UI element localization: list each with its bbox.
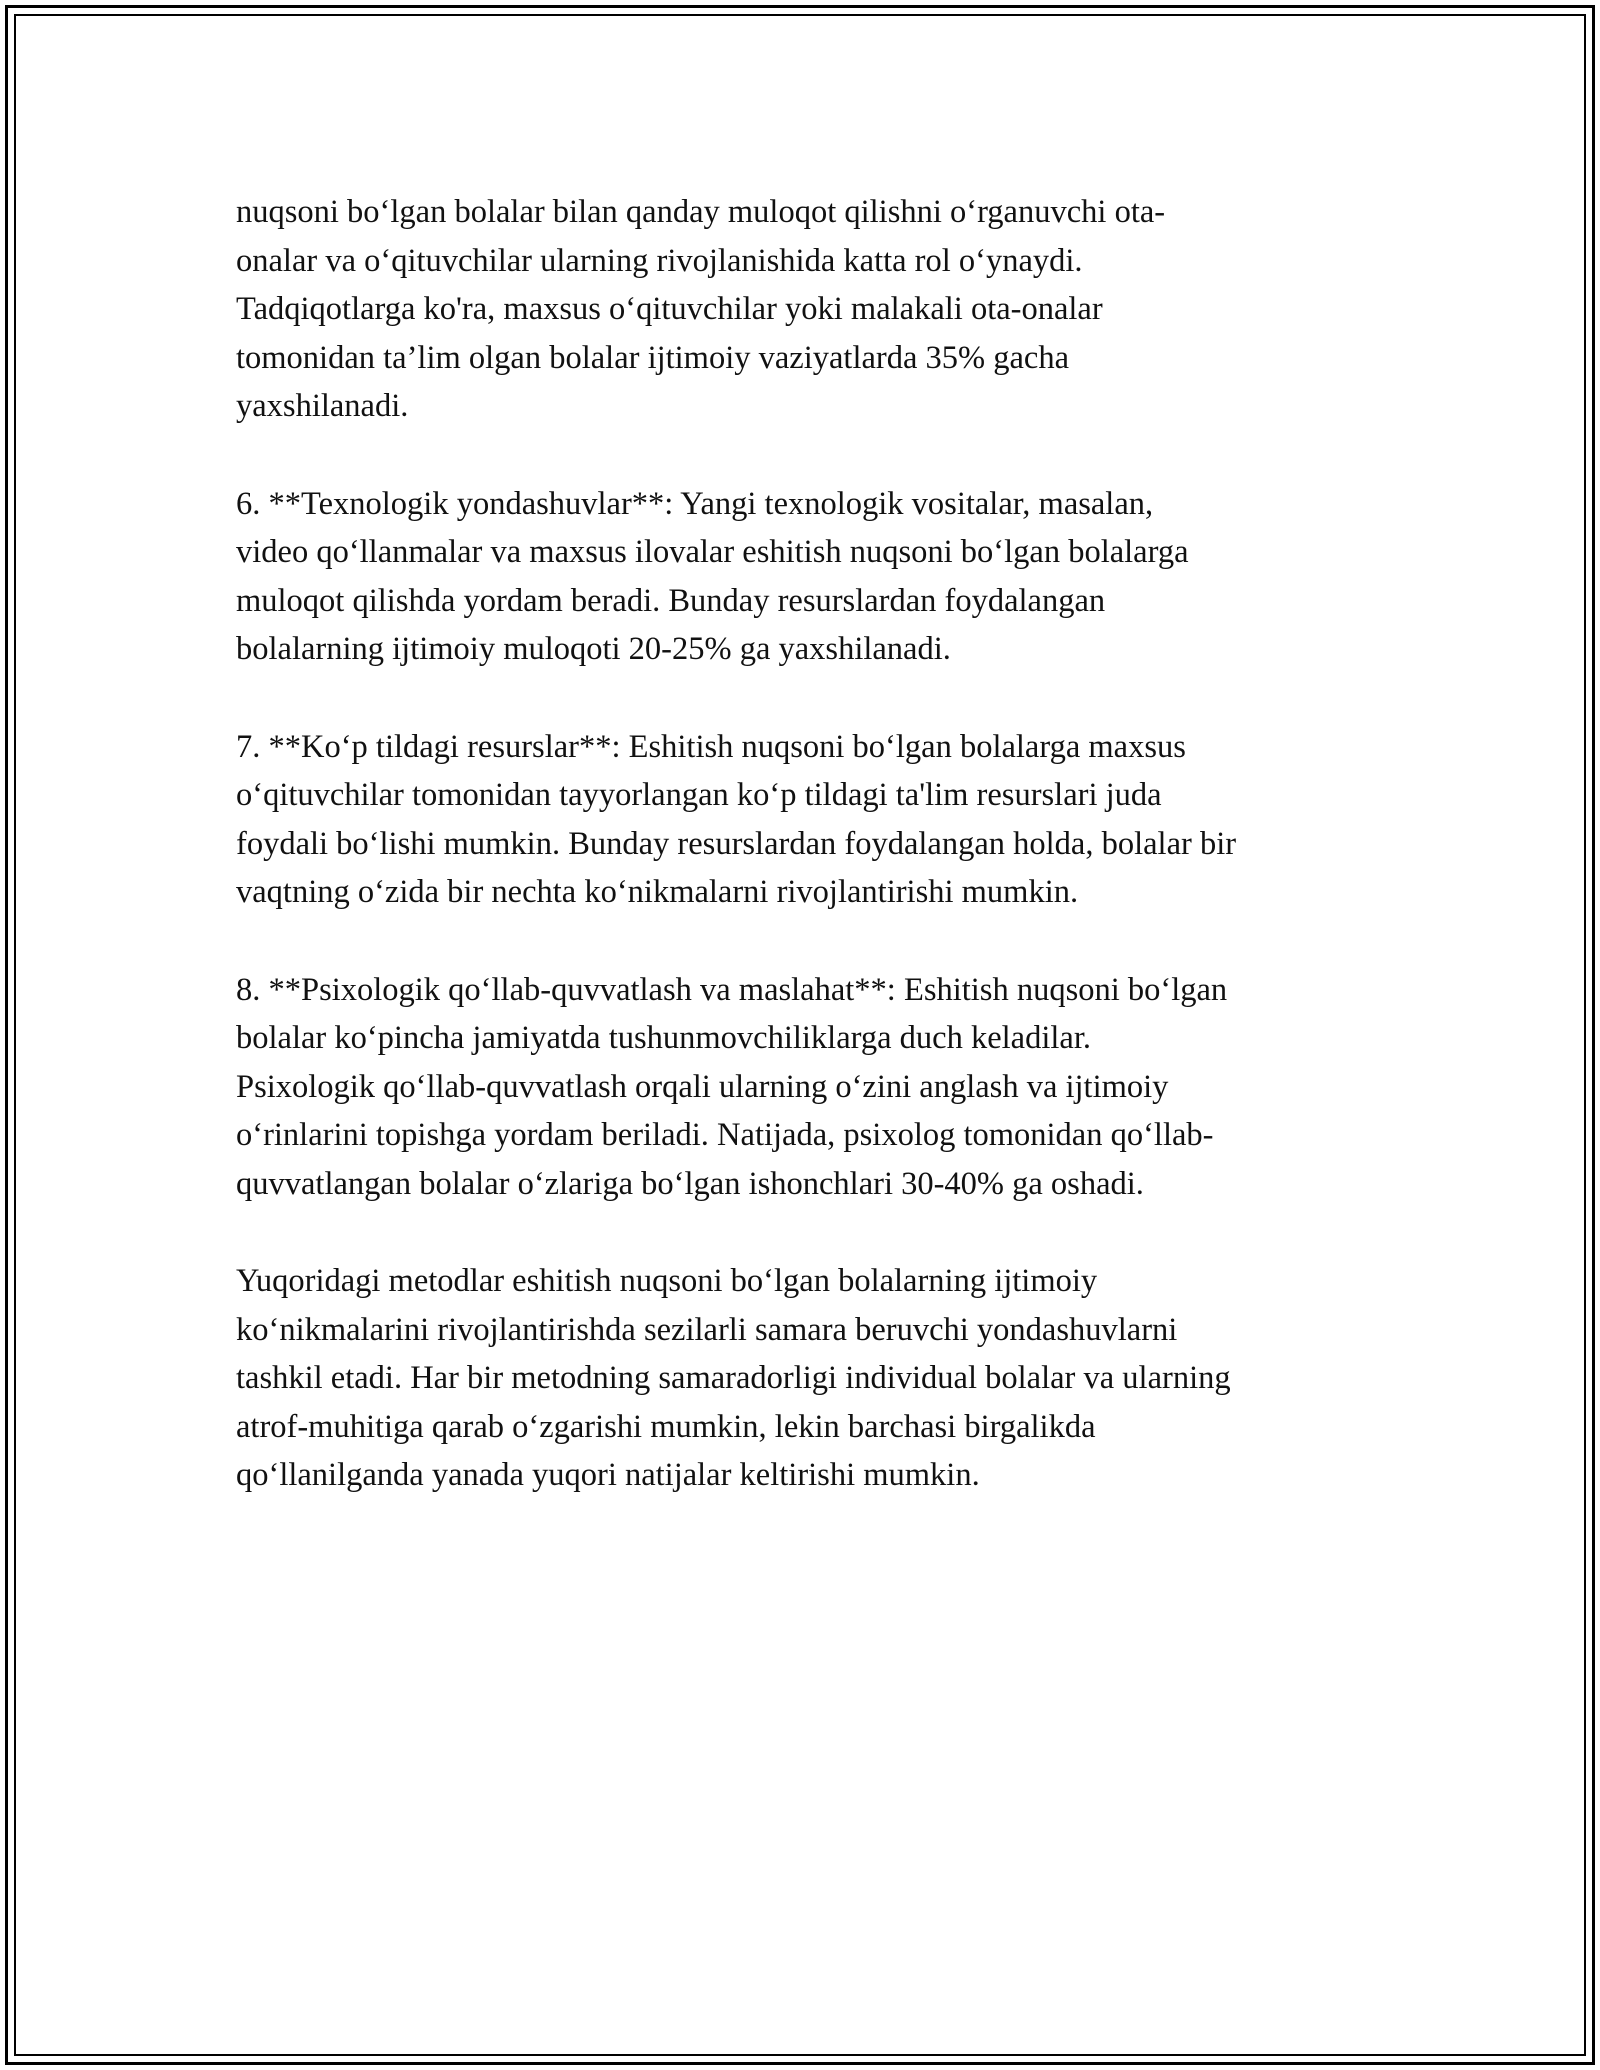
text-line: bolalarning ijtimoiy muloqoti 20-25% ga yaxshilanadi. [236, 631, 951, 668]
text-line: Tadqiqotlarga ko'ra, maxsus oʻqituvchilar yoki malakali ota-onalar [236, 291, 1103, 328]
text-line: tashkil etadi. Har bir metodning samaradorligi individual bolalar va ularning [236, 1360, 1231, 1397]
text-line: Yuqoridagi metodlar eshitish nuqsoni boʻlgan bolalarning ijtimoiy [236, 1263, 1098, 1300]
text-line: Psixologik qoʻllab-quvvatlash orqali ularning oʻzini anglash va ijtimoiy [236, 1068, 1169, 1105]
text-line: video qoʻllanmalar va maxsus ilovalar eshitish nuqsoni boʻlgan bolalarga [236, 534, 1189, 571]
paragraph-item-7 [236, 723, 1376, 917]
text-line: atrof-muhitiga qarab oʻzgarishi mumkin, lekin barchasi birgalikda [236, 1408, 1096, 1445]
text-line: onalar va oʻqituvchilar ularning rivojlanishida katta rol oʻynaydi. [236, 242, 1083, 279]
text-line: qoʻllanilganda yanada yuqori natijalar keltirishi mumkin. [236, 1457, 980, 1494]
paragraph-item-6 [236, 480, 1376, 674]
paragraph-item-8 [236, 966, 1376, 1209]
text-line: vaqtning oʻzida bir nechta koʻnikmalarni rivojlantirishi mumkin. [236, 874, 1079, 911]
text-line: tomonidan ta’lim olgan bolalar ijtimoiy vaziyatlarda 35% gacha [236, 339, 1070, 376]
text-line: quvvatlangan bolalar oʻzlariga boʻlgan ishonchlari 30-40% ga oshadi. [236, 1165, 1144, 1202]
text-line: 6. **Texnologik yondashuvlar**: Yangi texnologik vositalar, masalan, [236, 485, 1154, 522]
text-line: oʻrinlarini topishga yordam beriladi. Natijada, psixolog tomonidan qoʻllab- [236, 1117, 1214, 1154]
text-line: 8. **Psixologik qoʻllab-quvvatlash va maslahat**: Eshitish nuqsoni boʻlgan [236, 971, 1228, 1008]
text-line: bolalar koʻpincha jamiyatda tushunmovchiliklarga duch keladilar. [236, 1020, 1091, 1057]
text-line: koʻnikmalarini rivojlantirishda sezilarli samara beruvchi yondashuvlarni [236, 1311, 1178, 1348]
text-line: oʻqituvchilar tomonidan tayyorlangan koʻp tildagi ta'lim resurslari juda [236, 777, 1162, 814]
paragraph-continuation [236, 188, 1376, 431]
text-line: 7. **Koʻp tildagi resurslar**: Eshitish nuqsoni boʻlgan bolalarga maxsus [236, 728, 1186, 765]
text-line: yaxshilanadi. [236, 388, 409, 425]
text-line: nuqsoni boʻlgan bolalar bilan qanday muloqot qilishni oʻrganuvchi ota- [236, 194, 1166, 230]
document-body [236, 188, 1376, 1549]
text-line: foydali boʻlishi mumkin. Bunday resurslardan foydalangan holda, bolalar bir [236, 825, 1237, 862]
paragraph-conclusion [236, 1257, 1376, 1500]
text-line: muloqot qilishda yordam beradi. Bunday resurslardan foydalangan [236, 582, 1106, 619]
